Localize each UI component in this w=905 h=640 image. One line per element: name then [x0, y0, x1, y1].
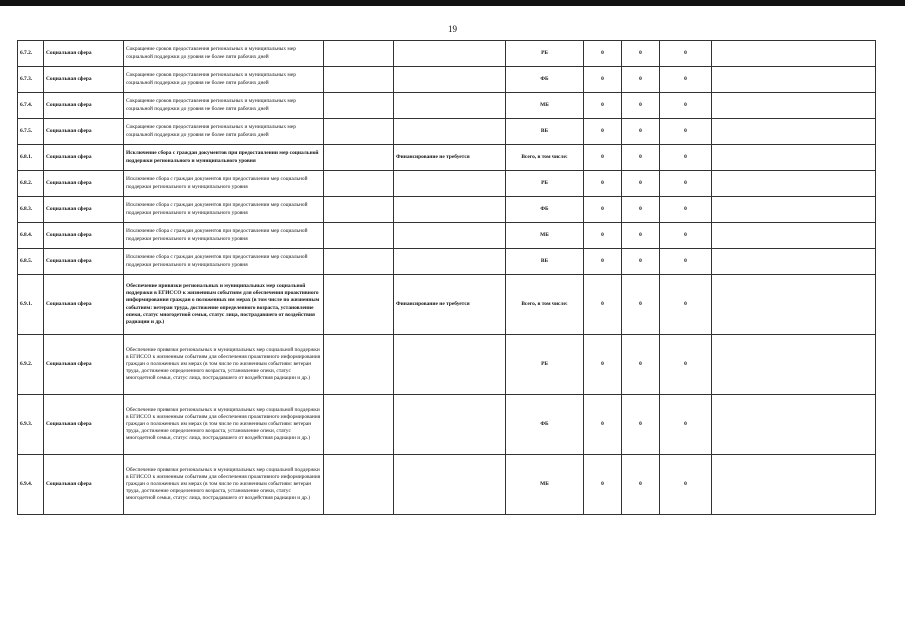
event-cell: Исключение сбора с граждан документов при предоставлении мер социальной поддержки регионального и муниципального уровня	[124, 197, 324, 223]
value-2: 0	[622, 455, 660, 515]
row-number: 6.7.4.	[18, 93, 44, 119]
event-cell: Исключение сбора с граждан документов при предоставлении мер социальной поддержки регионального и муниципального уровня	[124, 223, 324, 249]
event-cell: Обеспечение привязки региональных и муниципальных мер социальной поддержки в ЕГИССО к жизненным событиям для обеспечения проактивного информирования граждан о положенных им мерах (в том числе по жизненным событиям: ветеран труда, достижение определенного возраста, установление опеки, статус многодетной семьи, статус лица, пострадавшего от воздействия радиации и др.)	[124, 455, 324, 515]
value-1: 0	[584, 395, 622, 455]
sphere-cell: Социальная сфера	[44, 171, 124, 197]
row-number: 6.8.2.	[18, 171, 44, 197]
row-number: 6.9.1.	[18, 275, 44, 335]
value-2: 0	[622, 223, 660, 249]
empty-cell-b	[712, 41, 876, 67]
sphere-cell: Социальная сфера	[44, 249, 124, 275]
value-3: 0	[660, 93, 712, 119]
empty-cell-a	[324, 145, 394, 171]
empty-cell-a	[324, 41, 394, 67]
budget-source: РБ	[506, 335, 584, 395]
empty-cell-a	[324, 223, 394, 249]
top-border	[0, 0, 905, 6]
budget-source: Всего, в том числе:	[506, 145, 584, 171]
event-cell: Исключение сбора с граждан документов при предоставлении мер социальной поддержки регионального и муниципального уровня	[124, 171, 324, 197]
sphere-cell: Социальная сфера	[44, 223, 124, 249]
empty-cell-b	[712, 145, 876, 171]
empty-cell-b	[712, 223, 876, 249]
row-number: 6.7.2.	[18, 41, 44, 67]
value-3: 0	[660, 41, 712, 67]
financing-note	[394, 395, 506, 455]
empty-cell-a	[324, 197, 394, 223]
value-1: 0	[584, 145, 622, 171]
financing-note	[394, 197, 506, 223]
event-cell: Обеспечение привязки региональных и муниципальных мер социальной поддержки в ЕГИССО к жизненным событиям для обеспечения проактивного информирования граждан о положенных им мерах (в том числе по жизненным событиям: ветеран труда, достижение определенного возраста, установление опеки, статус многодетной семьи, статус лица, пострадавшего от воздействия радиации и др.)	[124, 335, 324, 395]
budget-source: Всего, в том числе:	[506, 275, 584, 335]
row-number: 6.8.4.	[18, 223, 44, 249]
budget-source: ФБ	[506, 395, 584, 455]
budget-source: РБ	[506, 41, 584, 67]
value-1: 0	[584, 41, 622, 67]
event-cell: Исключение сбора с граждан документов при предоставлении мер социальной поддержки регионального и муниципального уровня	[124, 249, 324, 275]
empty-cell-b	[712, 119, 876, 145]
table-row	[18, 119, 876, 145]
value-1: 0	[584, 249, 622, 275]
event-cell: Обеспечение привязки региональных и муниципальных мер социальной поддержки в ЕГИССО к жизненным событиям для обеспечения проактивного информирования граждан о положенных им мерах (в том числе по жизненным событиям: ветеран труда, достижение определенного возраста, установление опеки, статус многодетной семьи, статус лица, пострадавшего от воздействия радиации и др.)	[124, 395, 324, 455]
sphere-cell: Социальная сфера	[44, 145, 124, 171]
value-3: 0	[660, 455, 712, 515]
budget-source: ФБ	[506, 197, 584, 223]
budget-source: ФБ	[506, 67, 584, 93]
value-3: 0	[660, 395, 712, 455]
value-1: 0	[584, 335, 622, 395]
budget-source: ВБ	[506, 249, 584, 275]
value-3: 0	[660, 223, 712, 249]
value-3: 0	[660, 67, 712, 93]
budget-source: МБ	[506, 93, 584, 119]
financing-note: Финансирование не требуется	[394, 275, 506, 335]
value-3: 0	[660, 335, 712, 395]
value-2: 0	[622, 395, 660, 455]
empty-cell-b	[712, 275, 876, 335]
sphere-cell: Социальная сфера	[44, 93, 124, 119]
empty-cell-a	[324, 395, 394, 455]
event-cell: Сокращение сроков предоставления региональных и муниципальных мер социальной поддержки до уровня не более пяти рабочих дней	[124, 93, 324, 119]
table-row	[18, 249, 876, 275]
financing-note	[394, 119, 506, 145]
event-cell: Исключение сбора с граждан документов при предоставлении мер социальной поддержки регионального и муниципального уровня	[124, 145, 324, 171]
row-number: 6.7.5.	[18, 119, 44, 145]
budget-source: МБ	[506, 223, 584, 249]
sphere-cell: Социальная сфера	[44, 455, 124, 515]
empty-cell-a	[324, 171, 394, 197]
empty-cell-a	[324, 275, 394, 335]
sphere-cell: Социальная сфера	[44, 197, 124, 223]
value-2: 0	[622, 249, 660, 275]
event-cell: Сокращение сроков предоставления региональных и муниципальных мер социальной поддержки до уровня не более пяти рабочих дней	[124, 67, 324, 93]
empty-cell-a	[324, 119, 394, 145]
value-2: 0	[622, 119, 660, 145]
financing-note	[394, 93, 506, 119]
row-number: 6.8.3.	[18, 197, 44, 223]
empty-cell-b	[712, 249, 876, 275]
value-2: 0	[622, 41, 660, 67]
value-1: 0	[584, 275, 622, 335]
empty-cell-b	[712, 93, 876, 119]
financing-note	[394, 67, 506, 93]
table-row	[18, 275, 876, 335]
value-1: 0	[584, 455, 622, 515]
row-number: 6.9.3.	[18, 395, 44, 455]
table-row	[18, 197, 876, 223]
row-number: 6.9.4.	[18, 455, 44, 515]
financing-note	[394, 223, 506, 249]
value-3: 0	[660, 145, 712, 171]
value-3: 0	[660, 197, 712, 223]
row-number: 6.8.5.	[18, 249, 44, 275]
row-number: 6.7.3.	[18, 67, 44, 93]
page-number: 19	[448, 24, 457, 34]
value-1: 0	[584, 197, 622, 223]
table-row	[18, 395, 876, 455]
sphere-cell: Социальная сфера	[44, 67, 124, 93]
value-1: 0	[584, 119, 622, 145]
value-2: 0	[622, 67, 660, 93]
sphere-cell: Социальная сфера	[44, 275, 124, 335]
value-1: 0	[584, 67, 622, 93]
value-3: 0	[660, 119, 712, 145]
row-number: 6.8.1.	[18, 145, 44, 171]
table-row	[18, 41, 876, 67]
value-1: 0	[584, 93, 622, 119]
value-1: 0	[584, 171, 622, 197]
measures-table	[17, 40, 876, 515]
empty-cell-b	[712, 335, 876, 395]
event-cell: Обеспечение привязки региональных и муниципальных мер социальной поддержки в ЕГИССО к жизненным событиям для обеспечения проактивного информирования граждан о положенных им мерах (в том числе по жизненным событиям: ветеран труда, достижение определенного возраста, установление опеки, статус многодетной семьи, статус лица, пострадавшего от воздействия радиации и др.)	[124, 275, 324, 335]
empty-cell-a	[324, 249, 394, 275]
table-body	[18, 41, 876, 515]
event-cell: Сокращение сроков предоставления региональных и муниципальных мер социальной поддержки до уровня не более пяти рабочих дней	[124, 119, 324, 145]
empty-cell-a	[324, 93, 394, 119]
table-row	[18, 171, 876, 197]
row-extension-line	[710, 170, 755, 171]
sphere-cell: Социальная сфера	[44, 335, 124, 395]
value-3: 0	[660, 171, 712, 197]
empty-cell-b	[712, 197, 876, 223]
financing-note	[394, 41, 506, 67]
sphere-cell: Социальная сфера	[44, 395, 124, 455]
table-row	[18, 335, 876, 395]
value-2: 0	[622, 197, 660, 223]
value-2: 0	[622, 335, 660, 395]
sphere-cell: Социальная сфера	[44, 119, 124, 145]
budget-source: РБ	[506, 171, 584, 197]
financing-note	[394, 335, 506, 395]
budget-source: МБ	[506, 455, 584, 515]
value-2: 0	[622, 275, 660, 335]
financing-note	[394, 455, 506, 515]
empty-cell-b	[712, 395, 876, 455]
empty-cell-b	[712, 455, 876, 515]
financing-note: Финансирование не требуется	[394, 145, 506, 171]
table-row	[18, 67, 876, 93]
empty-cell-a	[324, 67, 394, 93]
budget-source: ВБ	[506, 119, 584, 145]
row-number: 6.9.2.	[18, 335, 44, 395]
empty-cell-b	[712, 67, 876, 93]
empty-cell-a	[324, 455, 394, 515]
event-cell: Сокращение сроков предоставления региональных и муниципальных мер социальной поддержки до уровня не более пяти рабочих дней	[124, 41, 324, 67]
empty-cell-b	[712, 171, 876, 197]
table-row	[18, 145, 876, 171]
value-1: 0	[584, 223, 622, 249]
financing-note	[394, 249, 506, 275]
value-2: 0	[622, 145, 660, 171]
value-3: 0	[660, 249, 712, 275]
financing-note	[394, 171, 506, 197]
empty-cell-a	[324, 335, 394, 395]
value-2: 0	[622, 171, 660, 197]
table-row	[18, 223, 876, 249]
sphere-cell: Социальная сфера	[44, 41, 124, 67]
table-row	[18, 455, 876, 515]
value-2: 0	[622, 93, 660, 119]
value-3: 0	[660, 275, 712, 335]
table-row	[18, 93, 876, 119]
